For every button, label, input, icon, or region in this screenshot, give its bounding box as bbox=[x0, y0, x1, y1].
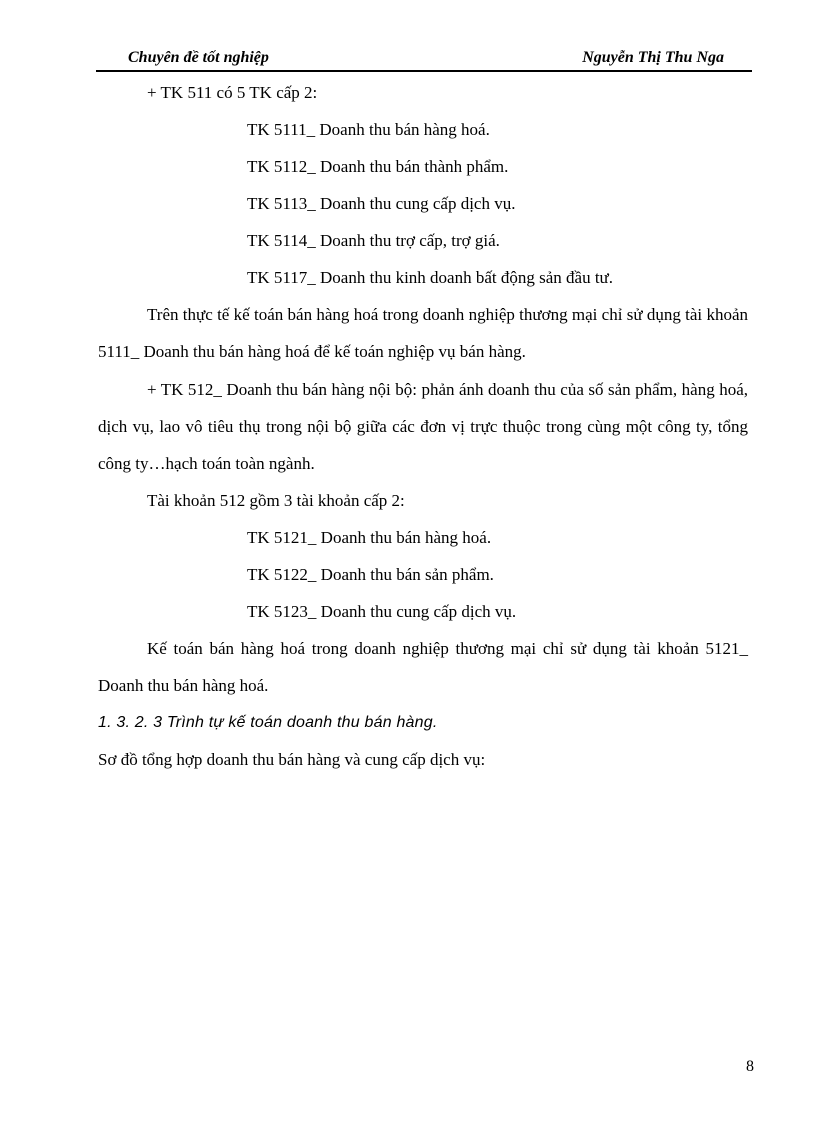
tk512-intro: Tài khoản 512 gồm 3 tài khoản cấp 2: bbox=[147, 491, 405, 510]
page-number: 8 bbox=[746, 1058, 754, 1075]
header-author: Nguyễn Thị Thu Nga bbox=[582, 49, 724, 66]
tk511-intro: + TK 511 có 5 TK cấp 2: bbox=[147, 83, 318, 102]
paragraph-tk5121-usage: Kế toán bán hàng hoá trong doanh nghiệp thương mại chỉ sử dụng tài khoản 5121_ Doanh thu bán hàng hoá. bbox=[98, 639, 748, 695]
page-header bbox=[96, 46, 752, 72]
list-item-tk5117: TK 5117_ Doanh thu kinh doanh bất động sản đầu tư. bbox=[247, 268, 614, 287]
paragraph-tk5111-usage: Trên thực tế kế toán bán hàng hoá trong doanh nghiệp thương mại chỉ sử dụng tài khoản 5111_ Doanh thu bán hàng hoá để kế toán nghiệp vụ bán hàng. bbox=[98, 305, 748, 361]
list-item-tk5111: TK 5111_ Doanh thu bán hàng hoá. bbox=[247, 120, 490, 139]
list-item-tk5112: TK 5112_ Doanh thu bán thành phẩm. bbox=[247, 157, 509, 176]
list-item-tk5114: TK 5114_ Doanh thu trợ cấp, trợ giá. bbox=[247, 231, 500, 250]
paragraph-tk512: + TK 512_ Doanh thu bán hàng nội bộ: phản ánh doanh thu của số sản phẩm, hàng hoá, dịch vụ, lao vô tiêu thụ trong nội bộ giữa các đơn vị trực thuộc trong cùng một công ty, tổng công ty…hạch toán toàn ngành. bbox=[98, 380, 748, 473]
document-body bbox=[98, 74, 748, 778]
header-title: Chuyên đề tốt nghiệp bbox=[128, 49, 269, 66]
list-item-tk5122: TK 5122_ Doanh thu bán sản phẩm. bbox=[247, 565, 494, 584]
list-item-tk5123: TK 5123_ Doanh thu cung cấp dịch vụ. bbox=[247, 602, 517, 621]
list-item-tk5121: TK 5121_ Doanh thu bán hàng hoá. bbox=[247, 528, 492, 547]
list-item-tk5113: TK 5113_ Doanh thu cung cấp dịch vụ. bbox=[247, 194, 516, 213]
diagram-caption: Sơ đồ tổng hợp doanh thu bán hàng và cung cấp dịch vụ: bbox=[98, 750, 486, 769]
section-heading: 1. 3. 2. 3 Trình tự kế toán doanh thu bán hàng. bbox=[98, 714, 438, 731]
